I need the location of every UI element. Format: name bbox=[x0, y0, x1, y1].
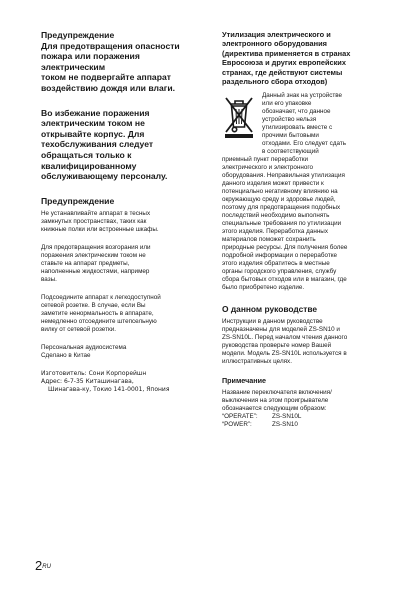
text-line: Название переключателя включения/ bbox=[222, 389, 332, 397]
warning-line: пожара или поражения bbox=[41, 51, 140, 62]
warning-line: обращаться только к bbox=[41, 149, 132, 160]
paragraph-2 bbox=[41, 244, 203, 284]
warning-line: техобслуживания следует bbox=[41, 139, 154, 150]
manual-section-title: О данном руководстве bbox=[222, 304, 318, 315]
weee-text-line: потенциально негативному влиянию на bbox=[222, 188, 338, 196]
paragraph-1 bbox=[41, 210, 203, 234]
weee-text-line: подробной информации о переработке bbox=[222, 252, 338, 260]
text-line: предназначены для моделей ZS-SN10 и bbox=[222, 326, 340, 334]
weee-text-line: природные ресурсы. Для получения более bbox=[222, 244, 348, 252]
warning-title-2: Предупреждение bbox=[41, 195, 115, 206]
left-column bbox=[41, 30, 203, 394]
text-line: обозначается следующим образом: bbox=[222, 405, 327, 413]
text-line: модели. Модель ZS-SN10L используется в bbox=[222, 350, 347, 358]
weee-text-line: обозначает, что данное bbox=[262, 108, 331, 116]
weee-title bbox=[222, 30, 382, 86]
page-number-digit: 2 bbox=[35, 558, 43, 573]
weee-text-line: органы городского управления, службу bbox=[222, 268, 337, 276]
text-line: ставьте на аппарат предметы, bbox=[41, 260, 130, 268]
warning-block-1 bbox=[41, 41, 203, 94]
weee-block bbox=[222, 92, 382, 292]
warning-line: Во избежание поражения bbox=[41, 107, 150, 118]
weee-text-line: отходами. Его следует сдать bbox=[262, 140, 347, 148]
warning-title-1: Предупреждение bbox=[41, 30, 115, 40]
text-line: руководства проверьте номер Вашей bbox=[222, 342, 332, 350]
text-line: вазы. bbox=[41, 276, 57, 284]
warning-line: обслуживающему персоналу. bbox=[41, 171, 168, 182]
note-paragraph bbox=[222, 389, 382, 429]
weee-title-line: странах, где действуют системы bbox=[222, 67, 343, 77]
text-line: Сделано в Китае bbox=[41, 352, 91, 360]
text-line: наполненные жидкостями, например bbox=[41, 268, 150, 276]
text-line: Инструкции в данном руководстве bbox=[222, 318, 323, 326]
weee-title-line: раздельного сбора отходов) bbox=[222, 77, 328, 87]
text-line: вилку от сетевой розетки. bbox=[41, 326, 117, 334]
warning-line: Для предотвращения опасности bbox=[41, 40, 180, 51]
warning-line: квалифицированному bbox=[41, 160, 137, 171]
manufacturer-line: Адрес: 6-7-35 Киташинагава, bbox=[41, 378, 134, 386]
text-line: замкнутых пространствах, таких как bbox=[41, 218, 147, 226]
text-line: ZS-SN10L. Перед началом чтения данного bbox=[222, 334, 348, 342]
text-line: Подсоедините аппарат к легкодоступной bbox=[41, 294, 161, 302]
weee-text-line: последствий необходимо выполнять bbox=[222, 212, 330, 220]
right-column bbox=[222, 30, 382, 429]
paragraph-3 bbox=[41, 294, 203, 334]
text-line: Для предотвращения возгорания или bbox=[41, 244, 151, 252]
weee-text-line: Данный знак на устройстве bbox=[262, 92, 343, 100]
mode-value: ZS-SN10 bbox=[272, 421, 298, 429]
weee-text-line: этого изделия обратитесь в местные bbox=[222, 260, 330, 268]
crossed-out-wheelie-bin-icon bbox=[222, 94, 256, 140]
language-code: RU bbox=[42, 564, 51, 570]
weee-text-line: специальные требования по утилизации bbox=[222, 220, 342, 228]
weee-text-line: данного изделия может привести к bbox=[222, 180, 324, 188]
weee-text-line: в соответствующий bbox=[262, 148, 319, 156]
weee-text-line: было приобретено изделие. bbox=[222, 284, 305, 292]
mode-row bbox=[222, 413, 382, 421]
warning-line: электрическим bbox=[41, 61, 106, 72]
warning-line: открывайте корпус. Для bbox=[41, 128, 145, 139]
weee-text-line: поэтому для предотвращения подобных bbox=[222, 204, 341, 212]
weee-title-line: Евросоюза и других европейских bbox=[222, 58, 346, 68]
weee-text-line: электрического и электронного bbox=[222, 164, 313, 172]
warning-block-2 bbox=[41, 108, 203, 182]
note-title: Примечание bbox=[222, 376, 267, 386]
mode-row bbox=[222, 421, 382, 429]
paragraph-4 bbox=[41, 344, 203, 360]
text-line: Не устанавливайте аппарат в тесных bbox=[41, 210, 151, 218]
weee-title-line: электронного оборудования bbox=[222, 39, 327, 49]
weee-text-line: прочими бытовыми bbox=[262, 132, 319, 140]
manufacturer-line: Шинагава-ку, Токио 141-0001, Япония bbox=[48, 385, 170, 393]
text-line: заметите ненормальность в аппарате, bbox=[41, 310, 154, 318]
text-line: сетевой розетке. В случае, если Вы bbox=[41, 302, 146, 310]
weee-text-line: или его упаковке bbox=[262, 100, 312, 108]
mode-value: ZS-SN10L bbox=[272, 413, 302, 421]
weee-text-line: утилизировать вместе с bbox=[262, 124, 333, 132]
manufacturer-block bbox=[41, 370, 203, 393]
page-number bbox=[35, 559, 51, 573]
weee-text-line: оборудования. Неправильная утилизация bbox=[222, 172, 345, 180]
weee-text-line: этого изделия. Переработка данных bbox=[222, 228, 328, 236]
text-line: Персональная аудиосистема bbox=[41, 344, 127, 352]
weee-title-line: Утилизация электрического и bbox=[222, 30, 331, 39]
warning-line: воздействию дождя или влаги. bbox=[41, 82, 175, 93]
weee-text-line: устройство нельзя bbox=[262, 116, 317, 124]
weee-text-line: окружающую среду и здоровье людей, bbox=[222, 196, 336, 204]
weee-text-line: приемный пункт переработки bbox=[222, 156, 309, 164]
mode-key: “OPERATE”: bbox=[222, 413, 258, 421]
text-line: иллюстративных целях. bbox=[222, 358, 292, 366]
mode-key: “POWER”: bbox=[222, 421, 252, 429]
warning-line: электрическим током не bbox=[41, 118, 145, 129]
text-line: поражения электрическим током не bbox=[41, 252, 146, 260]
text-line: книжные полки или встроенные шкафы. bbox=[41, 226, 159, 234]
text-line: немедленно отсоедините штепсельную bbox=[41, 318, 157, 326]
weee-title-line: (директива применяется в странах bbox=[222, 48, 351, 58]
manufacturer-line: Изготовитель: Сони Корпорейшн bbox=[41, 370, 147, 378]
weee-text-line: материалов поможет сохранить bbox=[222, 236, 316, 244]
weee-text-line: сбора бытовых отходов или в магазин, где bbox=[222, 276, 347, 284]
warning-line: током не подвергайте аппарат bbox=[41, 72, 171, 83]
text-line: выключения на этом проигрывателе bbox=[222, 397, 329, 405]
manual-paragraph bbox=[222, 318, 382, 366]
